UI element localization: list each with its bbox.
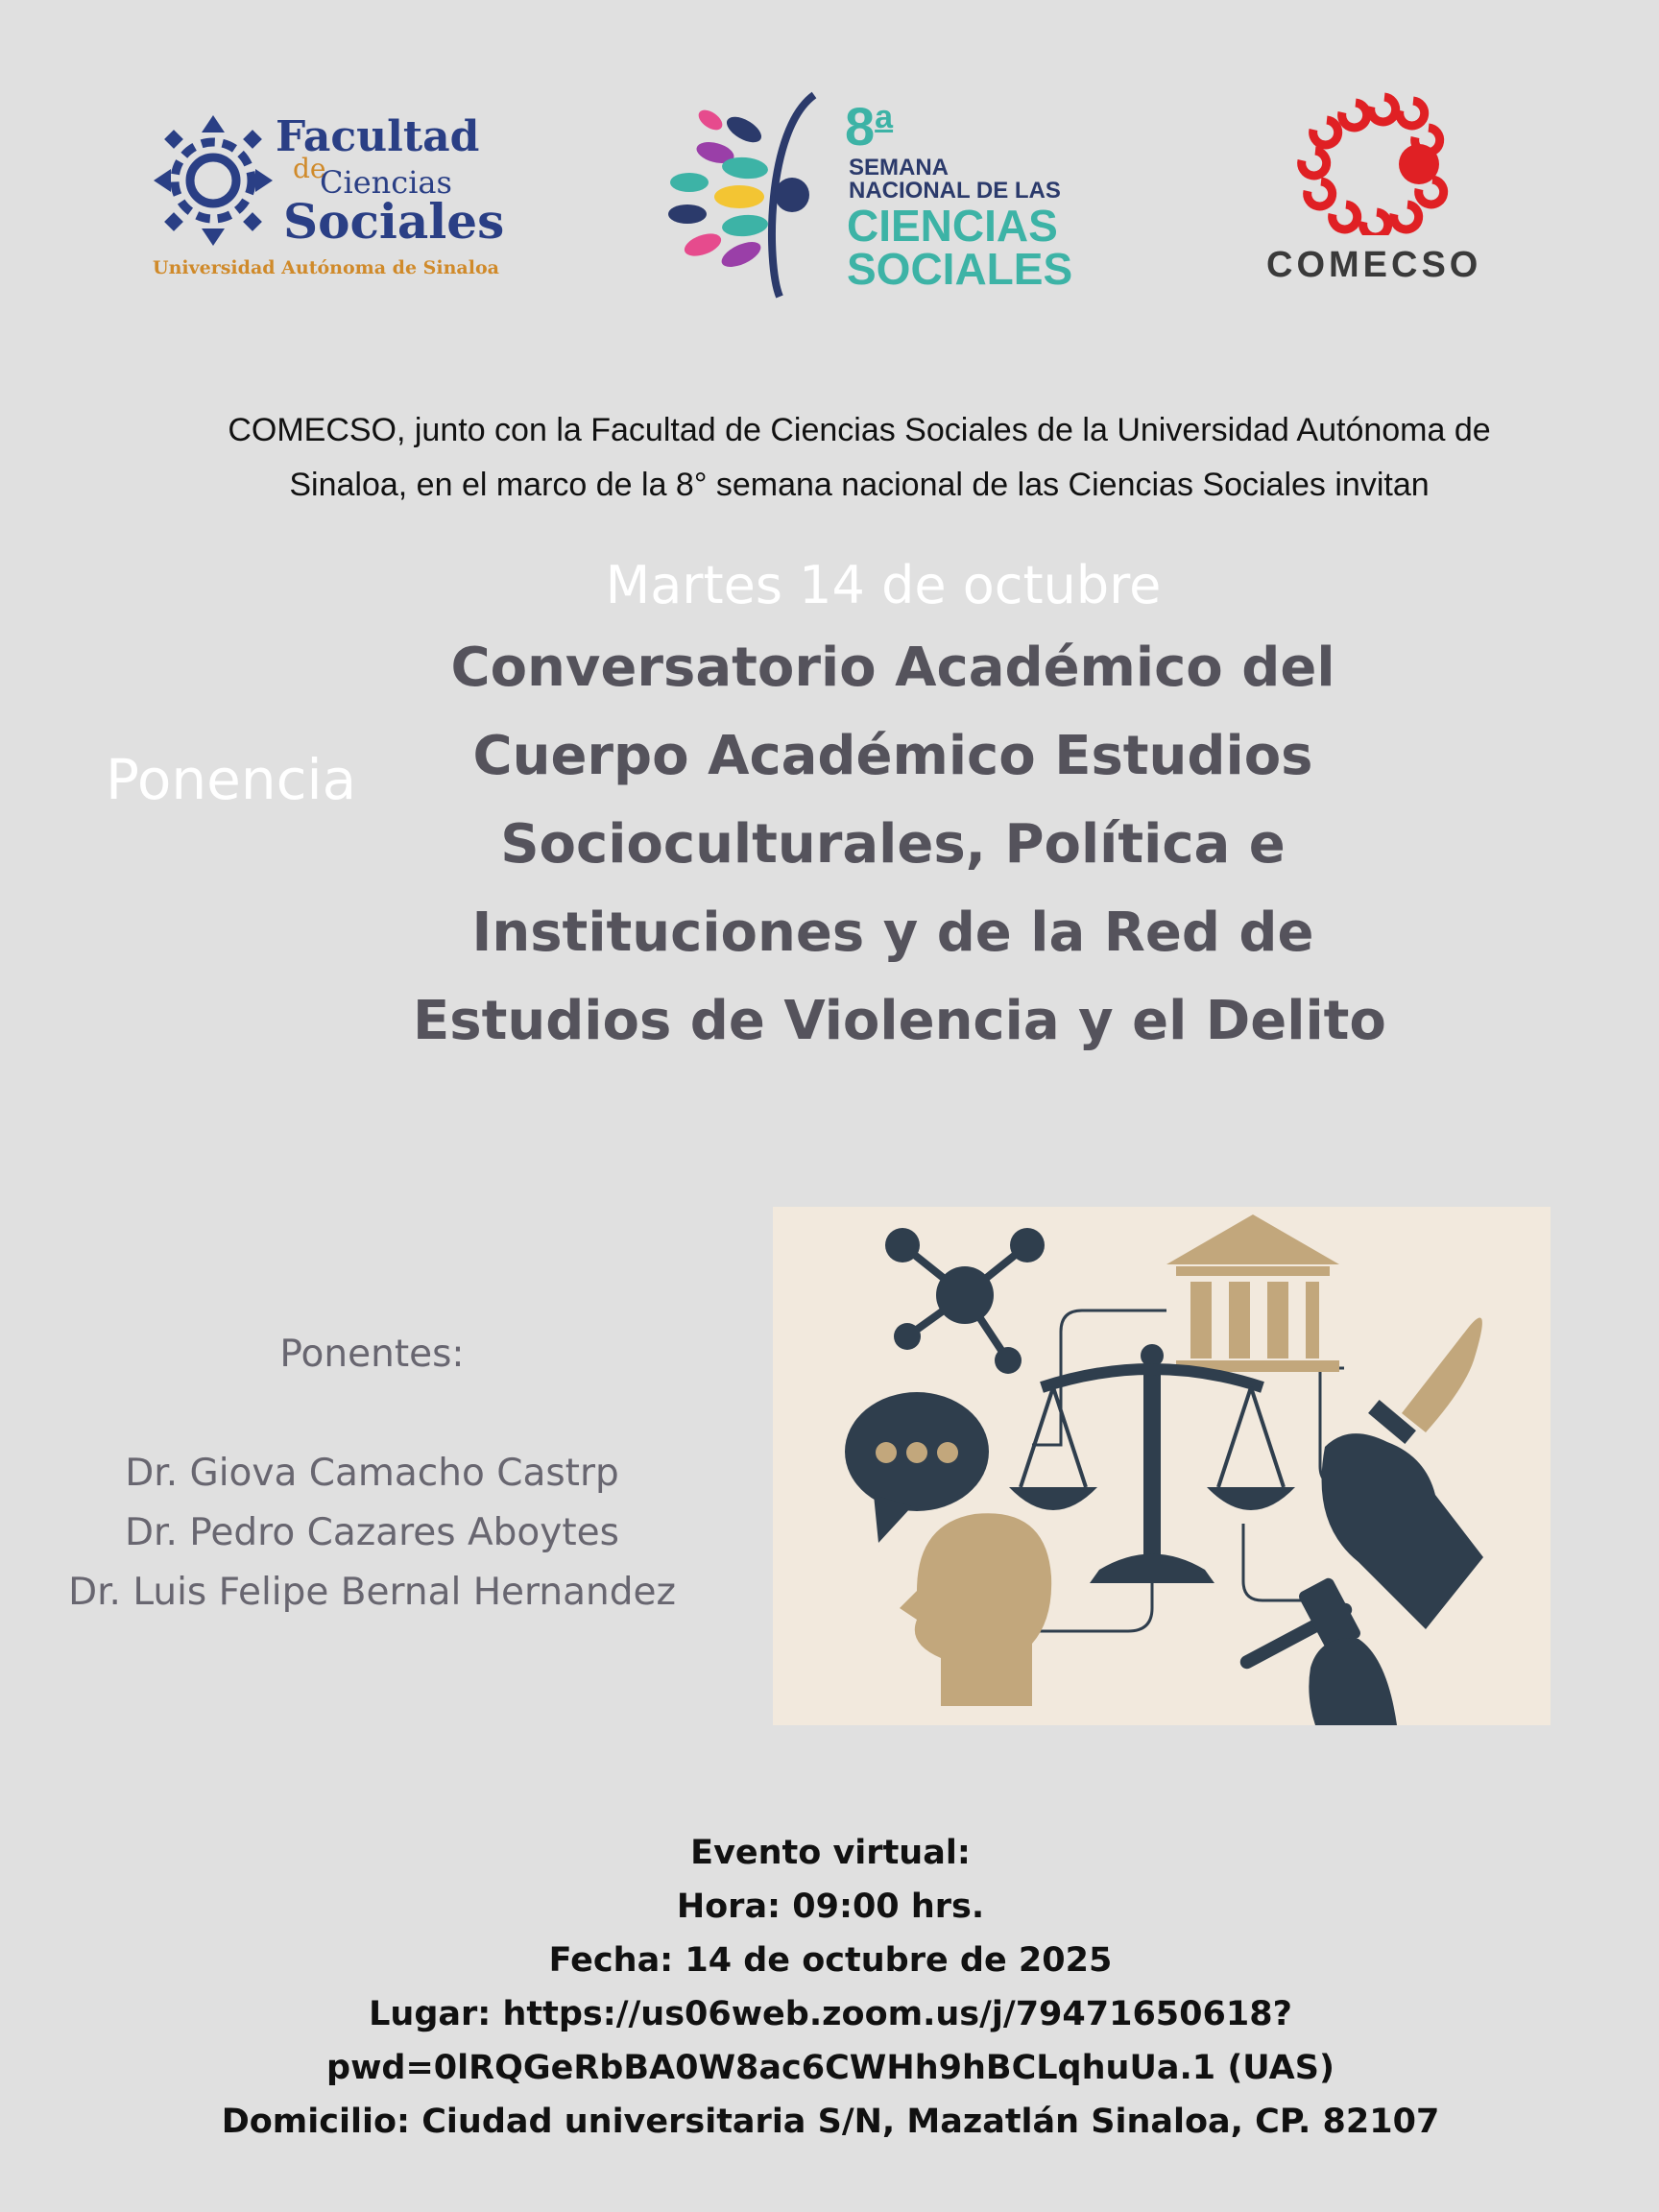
head-silhouette-icon bbox=[900, 1513, 1051, 1706]
event-type-label: Ponencia bbox=[106, 747, 357, 812]
details-line-password[interactable]: pwd=0lRQGeRbBA0W8ac6CWHh9hBCLqhuUa.1 (UAS) bbox=[326, 2049, 1334, 2087]
fcs-logo-line3: Ciencias bbox=[320, 164, 452, 201]
details-line-address: Domicilio: Ciudad universitaria S/N, Mazatlán Sinaloa, CP. 82107 bbox=[221, 2103, 1440, 2141]
courthouse-icon bbox=[1166, 1214, 1339, 1372]
fcs-emblem-icon bbox=[154, 115, 278, 250]
fcs-logo-line1: Facultad bbox=[276, 112, 480, 161]
event-title bbox=[413, 624, 1386, 1066]
semana-logo bbox=[653, 91, 1073, 302]
semana-line2: NACIONAL DE LAS bbox=[849, 178, 1061, 204]
fcs-logo bbox=[149, 110, 505, 283]
title-line: Estudios de Violencia y el Delito bbox=[413, 990, 1386, 1052]
details-line-place[interactable]: Lugar: https://us06web.zoom.us/j/79471650618? bbox=[369, 1995, 1292, 2033]
semana-petals-icon bbox=[653, 91, 845, 302]
speaker-name: Dr. Pedro Cazares Aboytes bbox=[125, 1511, 619, 1554]
comecso-wordmark: COMECSO bbox=[1266, 245, 1482, 285]
semana-number-digit: 8 bbox=[845, 96, 876, 156]
fcs-logo-university: Universidad Autónoma de Sinaloa bbox=[153, 257, 499, 278]
comecso-emblem-icon bbox=[1258, 91, 1498, 235]
knife-fist-icon bbox=[1322, 1318, 1483, 1629]
title-line: Conversatorio Académico del bbox=[450, 637, 1335, 699]
intro-line-1: COMECSO, junto con la Facultad de Ciencias Sociales de la Universidad Autónoma de bbox=[228, 412, 1491, 448]
title-line: Cuerpo Académico Estudios bbox=[472, 725, 1313, 787]
network-icon bbox=[885, 1228, 1045, 1374]
semana-line4: SOCIALES bbox=[847, 244, 1073, 294]
intro-text bbox=[144, 403, 1575, 513]
gavel-hand-icon bbox=[1238, 1576, 1397, 1725]
scales-of-justice-icon bbox=[1009, 1344, 1295, 1583]
event-details bbox=[192, 1826, 1469, 2149]
comecso-logo bbox=[1258, 91, 1498, 298]
semana-number bbox=[845, 95, 893, 157]
semana-line1: SEMANA bbox=[849, 155, 950, 180]
event-date-label: Martes 14 de octubre bbox=[605, 555, 1162, 615]
justice-illustration bbox=[773, 1207, 1551, 1725]
speaker-name: Dr. Luis Felipe Bernal Hernandez bbox=[68, 1571, 676, 1614]
title-line: Socioculturales, Política e bbox=[500, 813, 1286, 876]
speakers-spacer bbox=[19, 1384, 725, 1444]
speakers-heading: Ponentes: bbox=[279, 1333, 465, 1376]
fcs-logo-line2: de bbox=[293, 153, 326, 184]
semana-line3: CIENCIAS bbox=[847, 201, 1058, 251]
title-line: Instituciones y de la Red de bbox=[471, 902, 1314, 964]
details-line-date: Fecha: 14 de octubre de 2025 bbox=[548, 1941, 1113, 1980]
details-line-mode: Evento virtual: bbox=[690, 1834, 971, 1872]
details-line-time: Hora: 09:00 hrs. bbox=[676, 1887, 985, 1926]
fcs-logo-line4: Sociales bbox=[283, 193, 505, 250]
semana-ordinal: a bbox=[875, 99, 894, 135]
speakers-block bbox=[19, 1325, 725, 1623]
intro-line-2: Sinaloa, en el marco de la 8° semana nacional de las Ciencias Sociales invitan bbox=[289, 467, 1430, 503]
speaker-name: Dr. Giova Camacho Castrp bbox=[125, 1452, 619, 1495]
